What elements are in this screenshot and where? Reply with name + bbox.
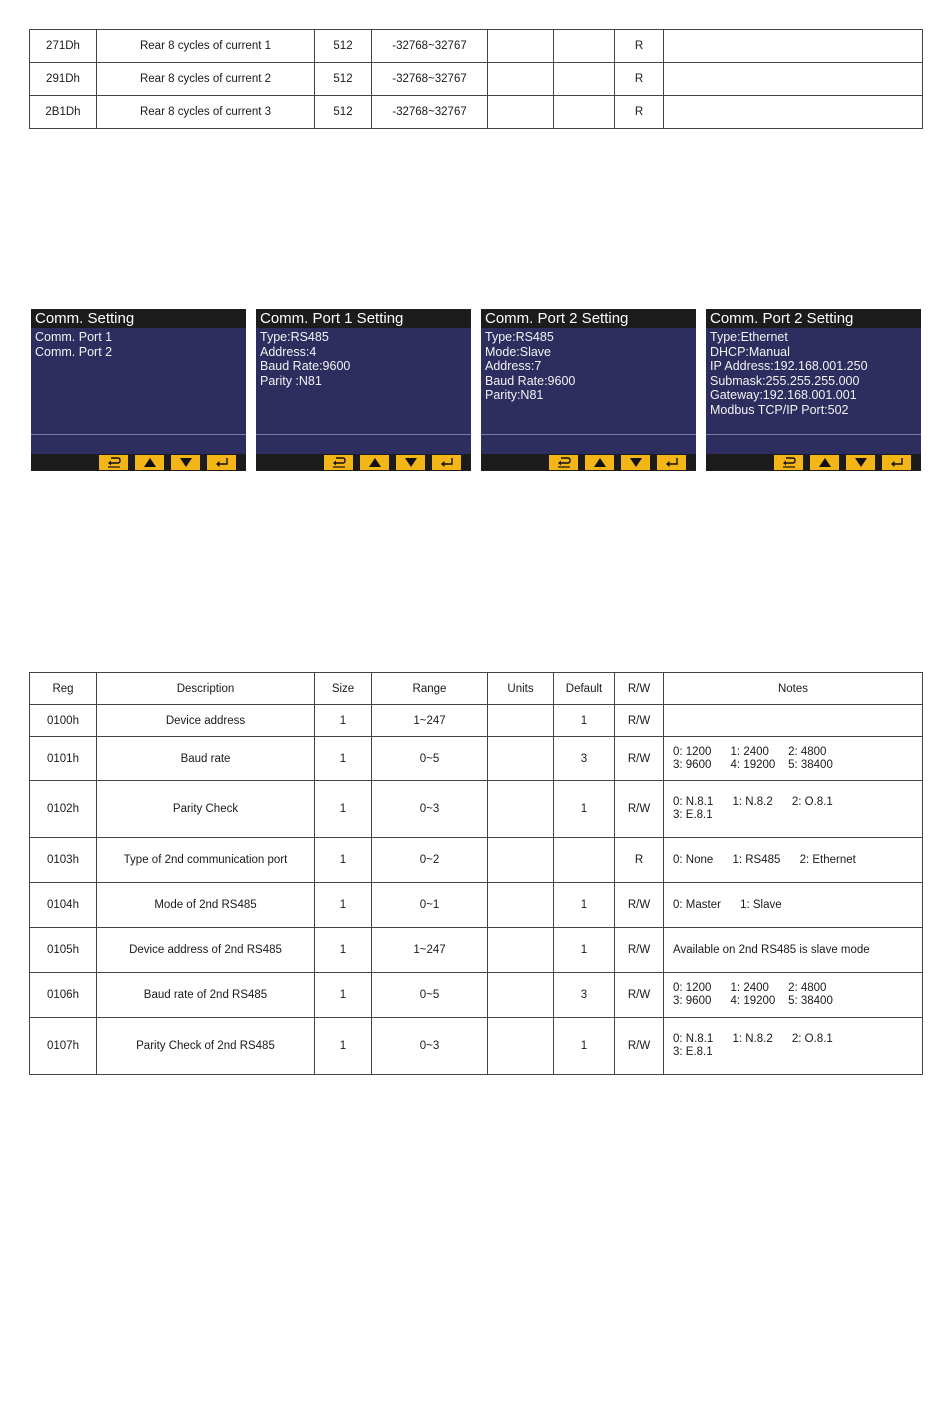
table-row: [30, 96, 923, 129]
screen-line: Submask:255.255.255.000: [710, 373, 860, 388]
screen-body: [710, 330, 919, 417]
notes-line: 0: None 1: RS485 2: Ethernet: [673, 853, 856, 866]
notes-line: Available on 2nd RS485 is slave mode: [673, 943, 870, 956]
default-cell: 1: [554, 1018, 615, 1075]
rw-cell: R/W: [615, 737, 664, 781]
notes-line: 3: 9600 4: 19200 5: 38400: [673, 995, 833, 1007]
units-cell: [488, 96, 554, 129]
up-arrow-icon: [144, 458, 156, 467]
column-header: Range: [372, 673, 488, 705]
rw-cell: R: [615, 838, 664, 883]
notes-cell: [664, 838, 923, 883]
size-cell: 1: [315, 1018, 372, 1075]
reg-cell: 271Dh: [30, 30, 97, 63]
description-cell: Baud rate: [97, 737, 315, 781]
units-cell: [488, 63, 554, 96]
screen-title: Comm. Port 2 Setting: [706, 309, 921, 328]
up-arrow-key[interactable]: [585, 455, 614, 470]
description-cell: Rear 8 cycles of current 2: [97, 63, 315, 96]
enter-icon: [440, 457, 454, 468]
back-icon: [107, 457, 121, 468]
description-cell: Rear 8 cycles of current 1: [97, 30, 315, 63]
range-cell: 0~3: [372, 781, 488, 838]
screen-line: Parity :N81: [260, 373, 322, 388]
screen-line: Parity:N81: [485, 388, 544, 402]
size-cell: 1: [315, 928, 372, 973]
column-header: Default: [554, 673, 615, 705]
notes-cell: [664, 883, 923, 928]
screen-body: [35, 330, 244, 359]
screen-footer: [706, 454, 921, 471]
column-header: Description: [97, 673, 315, 705]
screen-divider: [256, 434, 471, 435]
range-cell: 0~1: [372, 883, 488, 928]
screen-line: Mode:Slave: [485, 344, 552, 359]
size-cell: 512: [315, 63, 372, 96]
description-cell: Parity Check of 2nd RS485: [97, 1018, 315, 1075]
screen-line: Comm. Port 1: [35, 330, 113, 344]
reg-cell: 0101h: [30, 737, 97, 781]
column-header: Notes: [664, 673, 923, 705]
notes-cell: [664, 705, 923, 737]
description-cell: Device address: [97, 705, 315, 737]
key-row: [774, 455, 911, 470]
down-arrow-icon: [405, 458, 417, 467]
screen-divider: [31, 434, 246, 435]
default-cell: 1: [554, 883, 615, 928]
description-cell: Baud rate of 2nd RS485: [97, 973, 315, 1018]
enter-key[interactable]: [432, 455, 461, 470]
default-cell: 3: [554, 973, 615, 1018]
description-cell: Parity Check: [97, 781, 315, 838]
units-cell: [488, 781, 554, 838]
screen-line: Gateway:192.168.001.001: [710, 388, 857, 402]
notes-line: 3: E.8.1: [673, 809, 713, 821]
range-cell: -32768~32767: [372, 63, 488, 96]
notes-line: 0: 1200 1: 2400 2: 4800: [673, 982, 827, 994]
default-cell: [554, 96, 615, 129]
screen-line: IP Address:192.168.001.250: [710, 359, 868, 373]
range-cell: 0~5: [372, 737, 488, 781]
table-row: [30, 30, 923, 63]
notes-line: 3: 9600 4: 19200 5: 38400: [673, 758, 833, 771]
description-cell: Mode of 2nd RS485: [97, 883, 315, 928]
range-cell: 1~247: [372, 928, 488, 973]
enter-icon: [890, 457, 904, 468]
reg-cell: 0106h: [30, 973, 97, 1018]
down-arrow-icon: [180, 458, 192, 467]
screen-line: Address:7: [485, 359, 542, 373]
units-cell: [488, 883, 554, 928]
down-arrow-key[interactable]: [396, 455, 425, 470]
units-cell: [488, 928, 554, 973]
description-cell: Device address of 2nd RS485: [97, 928, 315, 973]
down-arrow-icon: [855, 458, 867, 467]
up-arrow-icon: [594, 458, 606, 467]
size-cell: 1: [315, 781, 372, 838]
up-arrow-key[interactable]: [360, 455, 389, 470]
rw-cell: R: [615, 63, 664, 96]
notes-line: 3: E.8.1: [673, 1046, 713, 1058]
screen-comm-port2-ethernet: [706, 309, 921, 471]
description-cell: Rear 8 cycles of current 3: [97, 96, 315, 129]
reg-cell: 0105h: [30, 928, 97, 973]
table-row: [30, 737, 923, 781]
up-arrow-icon: [819, 458, 831, 467]
rw-cell: R/W: [615, 928, 664, 973]
column-header: R/W: [615, 673, 664, 705]
range-cell: -32768~32767: [372, 96, 488, 129]
column-header: Reg: [30, 673, 97, 705]
notes-cell: [664, 1018, 923, 1075]
screen-comm-port1-setting: [256, 309, 471, 471]
screen-footer: [256, 454, 471, 471]
notes-line: 0: Master 1: Slave: [673, 898, 782, 911]
size-cell: 1: [315, 838, 372, 883]
enter-icon: [665, 457, 679, 468]
key-row: [99, 455, 236, 470]
screen-comm-setting: [31, 309, 246, 471]
table-row: [30, 883, 923, 928]
table-row: [30, 705, 923, 737]
table-row: [30, 63, 923, 96]
default-cell: 1: [554, 928, 615, 973]
screen-line: Type:Ethernet: [710, 330, 788, 344]
size-cell: 1: [315, 973, 372, 1018]
enter-key[interactable]: [882, 455, 911, 470]
screen-divider: [706, 434, 921, 435]
default-cell: [554, 838, 615, 883]
notes-cell: [664, 30, 923, 63]
notes-line: 0: N.8.1 1: N.8.2 2: O.8.1: [673, 1033, 833, 1045]
screen-divider: [481, 434, 696, 435]
screen-line: DHCP:Manual: [710, 344, 790, 359]
rw-cell: R: [615, 96, 664, 129]
back-key[interactable]: [774, 455, 803, 470]
screen-line: Baud Rate:9600: [260, 359, 351, 373]
table-row: [30, 838, 923, 883]
rw-cell: R/W: [615, 883, 664, 928]
rw-cell: R/W: [615, 781, 664, 838]
reg-cell: 0103h: [30, 838, 97, 883]
table-row: [30, 973, 923, 1018]
rw-cell: R: [615, 30, 664, 63]
reg-cell: 291Dh: [30, 63, 97, 96]
back-icon: [557, 457, 571, 468]
screen-footer: [481, 454, 696, 471]
register-table-continued: [29, 29, 923, 129]
range-cell: -32768~32767: [372, 30, 488, 63]
range-cell: 0~2: [372, 838, 488, 883]
screen-line: Comm. Port 2: [35, 344, 113, 359]
screen-title: Comm. Setting: [31, 309, 246, 328]
notes-cell: [664, 96, 923, 129]
units-cell: [488, 1018, 554, 1075]
range-cell: 0~3: [372, 1018, 488, 1075]
enter-key[interactable]: [657, 455, 686, 470]
size-cell: 1: [315, 705, 372, 737]
default-cell: [554, 30, 615, 63]
units-cell: [488, 737, 554, 781]
down-arrow-key[interactable]: [621, 455, 650, 470]
screen-body: [485, 330, 694, 403]
default-cell: 1: [554, 781, 615, 838]
rw-cell: R/W: [615, 973, 664, 1018]
notes-cell: [664, 928, 923, 973]
rw-cell: R/W: [615, 1018, 664, 1075]
units-cell: [488, 705, 554, 737]
key-row: [324, 455, 461, 470]
enter-icon: [215, 457, 229, 468]
size-cell: 1: [315, 737, 372, 781]
key-row: [549, 455, 686, 470]
units-cell: [488, 838, 554, 883]
screen-line: Baud Rate:9600: [485, 373, 576, 388]
screen-footer: [31, 454, 246, 471]
back-key[interactable]: [324, 455, 353, 470]
reg-cell: 2B1Dh: [30, 96, 97, 129]
up-arrow-key[interactable]: [135, 455, 164, 470]
screen-line: Type:RS485: [260, 330, 329, 344]
column-header: Units: [488, 673, 554, 705]
notes-line: 0: 1200 1: 2400 2: 4800: [673, 745, 827, 758]
default-cell: 3: [554, 737, 615, 781]
up-arrow-key[interactable]: [810, 455, 839, 470]
back-key[interactable]: [99, 455, 128, 470]
notes-cell: [664, 781, 923, 838]
size-cell: 512: [315, 30, 372, 63]
down-arrow-key[interactable]: [846, 455, 875, 470]
table-row: [30, 928, 923, 973]
reg-cell: 0107h: [30, 1018, 97, 1075]
notes-cell: [664, 63, 923, 96]
range-cell: 1~247: [372, 705, 488, 737]
default-cell: [554, 63, 615, 96]
range-cell: 0~5: [372, 973, 488, 1018]
table-row: [30, 1018, 923, 1075]
units-cell: [488, 973, 554, 1018]
back-icon: [332, 457, 346, 468]
reg-cell: 0104h: [30, 883, 97, 928]
screen-body: [260, 330, 469, 388]
screen-title: Comm. Port 2 Setting: [481, 309, 696, 328]
back-key[interactable]: [549, 455, 578, 470]
down-arrow-key[interactable]: [171, 455, 200, 470]
units-cell: [488, 30, 554, 63]
screen-line: Address:4: [260, 344, 317, 359]
description-cell: Type of 2nd communication port: [97, 838, 315, 883]
screen-line: Modbus TCP/IP Port:502: [710, 402, 849, 417]
table-row: [30, 781, 923, 838]
size-cell: 512: [315, 96, 372, 129]
default-cell: 1: [554, 705, 615, 737]
back-icon: [782, 457, 796, 468]
screen-line: Type:RS485: [485, 330, 554, 344]
reg-cell: 0100h: [30, 705, 97, 737]
down-arrow-icon: [630, 458, 642, 467]
enter-key[interactable]: [207, 455, 236, 470]
screen-comm-port2-rs485: [481, 309, 696, 471]
notes-cell: [664, 973, 923, 1018]
comm-register-table: [29, 672, 923, 1075]
reg-cell: 0102h: [30, 781, 97, 838]
rw-cell: R/W: [615, 705, 664, 737]
notes-cell: [664, 737, 923, 781]
screen-title: Comm. Port 1 Setting: [256, 309, 471, 328]
notes-line: 0: N.8.1 1: N.8.2 2: O.8.1: [673, 796, 833, 808]
column-header: Size: [315, 673, 372, 705]
size-cell: 1: [315, 883, 372, 928]
up-arrow-icon: [369, 458, 381, 467]
